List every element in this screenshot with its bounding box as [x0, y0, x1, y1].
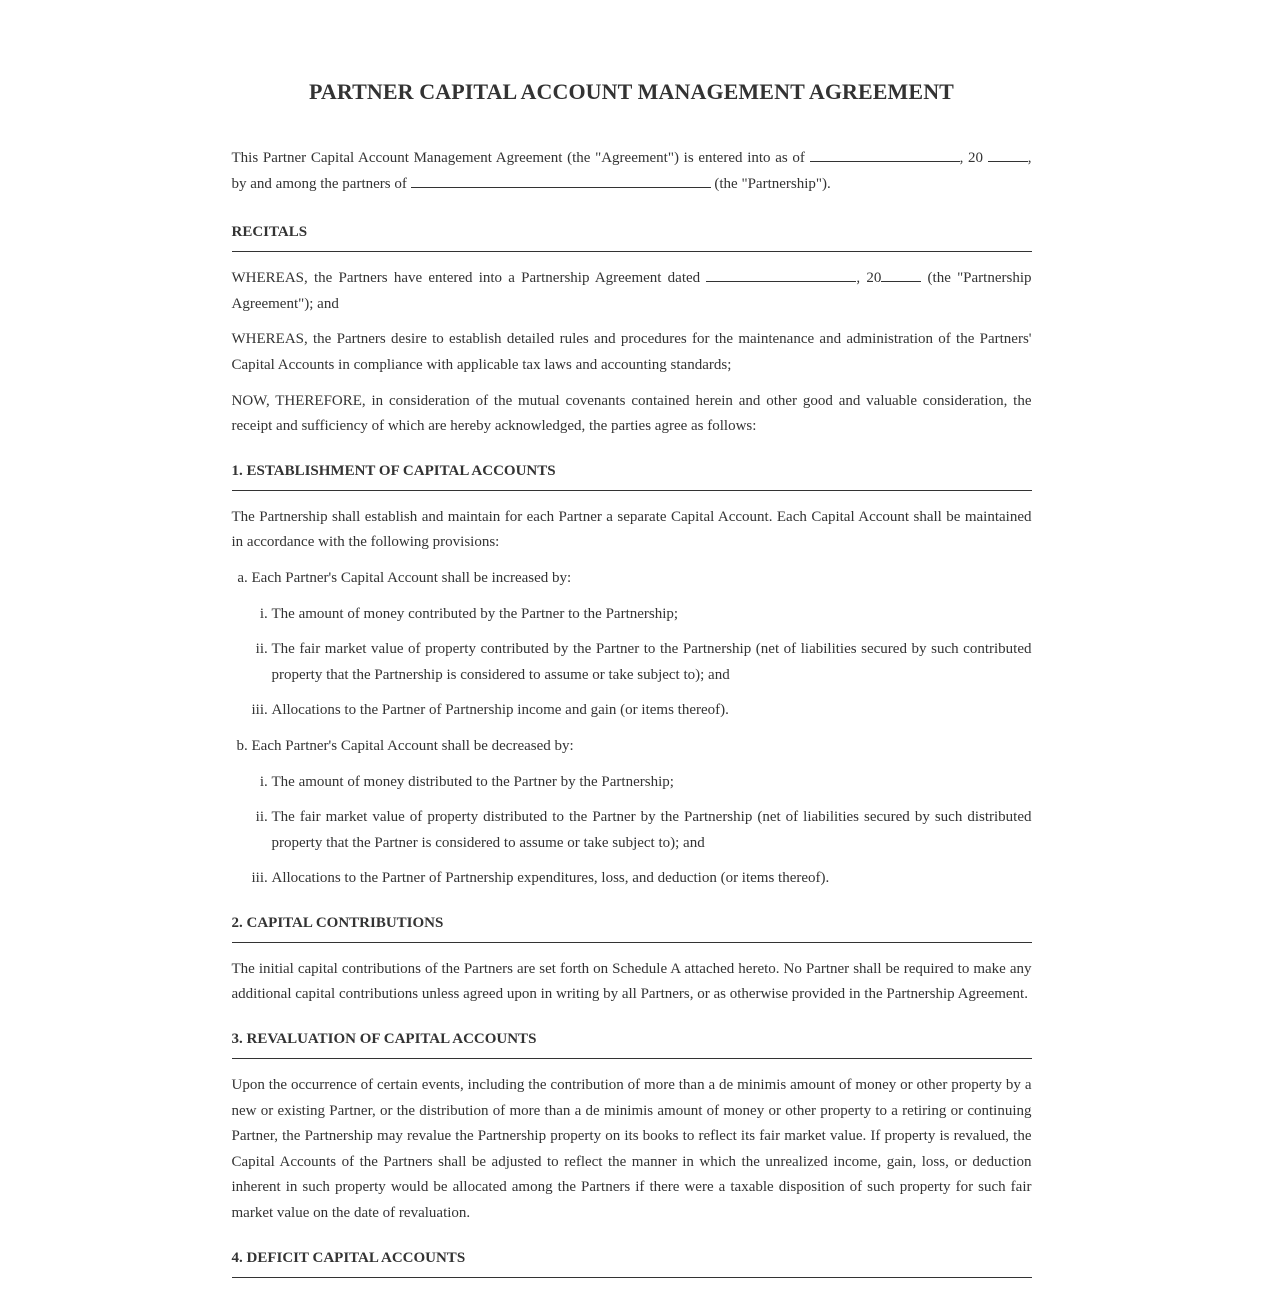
list-item-a-sublist — [252, 602, 1032, 724]
section-1-intro: The Partnership shall establish and maintain for each Partner a separate Capital Account. Each Capital Account shall be maintained in accordance with the following provisions: — [231, 508, 1032, 551]
section-3-heading: 3. REVALUATION OF CAPITAL ACCOUNTS — [232, 1028, 1032, 1059]
now-therefore: NOW, THEREFORE, in consideration of the mutual covenants contained herein and other good and valuable consideration, the receipt and sufficiency of which are hereby acknowledged, the parties agree as follows: — [231, 392, 1032, 435]
agreement-year-blank — [881, 267, 921, 282]
whereas-2: WHEREAS, the Partners desire to establish detailed rules and procedures for the maintenance and administration of the Partners' Capital Accounts in compliance with applicable tax laws and accounting standards; — [231, 331, 1032, 373]
partnership-name-blank — [411, 173, 711, 188]
document-page — [232, 0, 1032, 1278]
intro-text-2: , 20 — [959, 150, 984, 166]
list-subitem: iii. Allocations to the Partner of Partnership income and gain (or items thereof). — [272, 698, 1032, 724]
whereas-1 — [232, 266, 1032, 317]
section-3-text: Upon the occurrence of certain events, including the contribution of more than a de minimis amount of money or other property by a new or existing Partner, or the distribution of more than a de minimis amount of money or other property to a retiring or continuing Partner, the Partnership may revalue the Partnership property on its books to reflect its fair market value. If property is revalued, the Capital Accounts of the Partners shall be adjusted to reflect the manner in which the unrealized income, gain, loss, or deduction inherent in such property would be allocated among the Partners if there were a taxable disposition of such property for such fair market value on the date of revaluation. — [231, 1077, 1032, 1222]
section-2-text: The initial capital contributions of the Partners are set forth on Schedule A attached hereto. No Partner shall be required to make any additional capital contributions unless agreed upon in writing by all Partners, or as otherwise provided in the Partnership Agreement. — [231, 960, 1032, 1003]
list-subitem: ii. The fair market value of property distributed to the Partner by the Partnership (net of liabilities secured by such distributed property that the Partner is considered to assume or take subject to); and — [272, 805, 1032, 856]
intro-text-1: This Partner Capital Account Management Agreement (the "Agreement") is entered into as of — [231, 150, 810, 166]
section-2-heading: 2. CAPITAL CONTRIBUTIONS — [232, 912, 1032, 943]
section-4-heading: 4. DEFICIT CAPITAL ACCOUNTS — [232, 1247, 1032, 1278]
list-item-a — [252, 566, 1032, 724]
intro-paragraph — [232, 146, 1032, 197]
list-item-b — [252, 734, 1032, 892]
agreement-date-blank — [706, 267, 856, 282]
whereas-1-text-3: (the "Partnership Agreement"); and — [231, 270, 1032, 312]
intro-text-4: (the "Partnership"). — [710, 175, 831, 192]
list-subitem: ii. The fair market value of property contributed by the Partner to the Partnership (net of liabilities secured by such contributed property that the Partnership is considered to assume or take subject to); and — [272, 637, 1032, 688]
list-subitem: i. The amount of money contributed by the Partner to the Partnership; — [272, 602, 1032, 628]
list-item-b-label: Each Partner's Capital Account shall be decreased by: — [251, 737, 574, 754]
list-item-b-sublist — [252, 770, 1032, 892]
intro-text-3: , by and among the partners of — [231, 150, 1032, 192]
list-item-a-label: Each Partner's Capital Account shall be increased by: — [251, 569, 572, 586]
list-subitem: i. The amount of money distributed to the Partner by the Partnership; — [272, 770, 1032, 796]
year-blank — [988, 147, 1028, 162]
whereas-1-text-1: WHEREAS, the Partners have entered into a Partnership Agreement dated — [231, 270, 707, 287]
date-blank — [810, 147, 960, 162]
list-subitem: iii. Allocations to the Partner of Partnership expenditures, loss, and deduction (or items thereof). — [272, 866, 1032, 892]
document-title: PARTNER CAPITAL ACCOUNT MANAGEMENT AGREEMENT — [309, 79, 954, 104]
recitals-heading: RECITALS — [232, 221, 1032, 252]
whereas-1-text-2: , 20 — [856, 270, 882, 287]
section-1-heading: 1. ESTABLISHMENT OF CAPITAL ACCOUNTS — [232, 460, 1032, 491]
section-1-list — [232, 566, 1032, 892]
